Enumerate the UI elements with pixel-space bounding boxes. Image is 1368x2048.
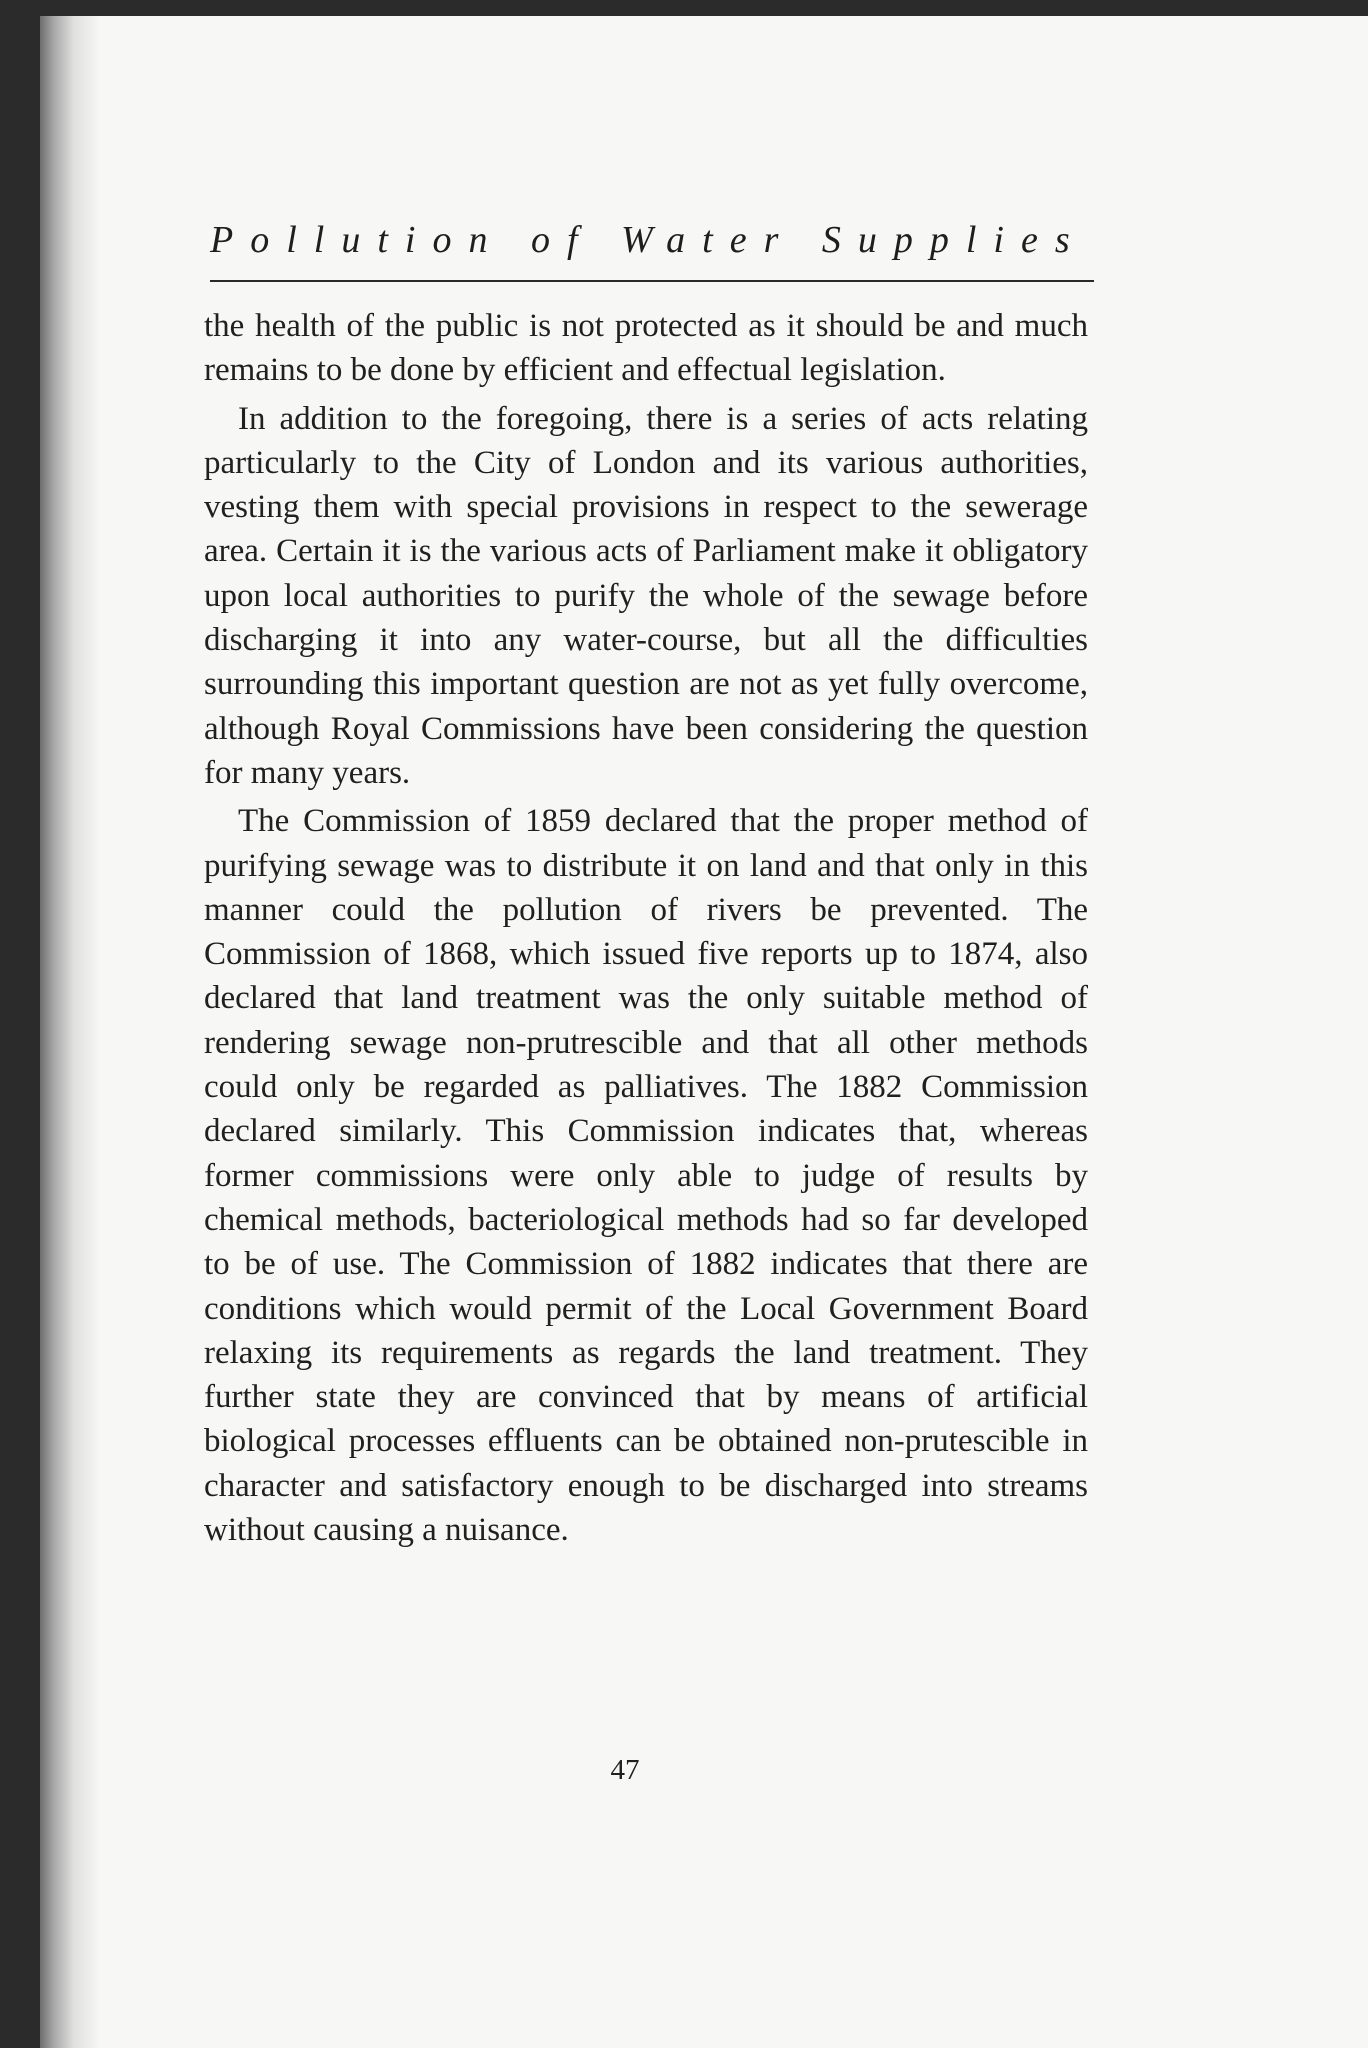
- body-text: [204, 304, 1088, 1552]
- paragraph-continuation: the health of the public is not protected as it should be and much remains to be done by efficient and effectual legislation.: [204, 308, 1088, 389]
- header-rule: [210, 280, 1094, 282]
- page-number: 47: [610, 1754, 640, 1786]
- paragraph: The Commission of 1859 declared that the proper method of purifying sewage was to distribute it on land and that only in this manner could the pollution of rivers be prevented. The Commission of 1868, which issued five reports up to 1874, also declared that land treatment was the only suitable method of rendering sewage non-prutrescible and that all other methods could only be regarded as palliatives. The 1882 Commission declared similarly. This Commission indicates that, whereas former commissions were only able to judge of results by chemical methods, bacteriological methods had so far developed to be of use. The Commission of 1882 indicates that there are conditions which would permit of the Local Government Board relaxing its requirements as regards the land treatment. They further state they are convinced that by means of artificial biological processes effluents can be obtained non-prutescible in character and satisfactory enough to be discharged into streams without causing a nuisance.: [204, 803, 1088, 1549]
- paragraph: In addition to the foregoing, there is a series of acts relating particularly to the City of London and its various authorities, vesting them with special provisions in respect to the sewerage area. Certain it is the various acts of Parliament make it obligatory upon local authorities to purify the whole of the sewage before discharging it into any water-course, but all the difficulties surrounding this important question are not as yet fully overcome, although Royal Commissions have been considering the question for many years.: [204, 400, 1088, 791]
- running-title: Pollution of Water Supplies: [210, 219, 1087, 261]
- page-header: [210, 218, 1094, 278]
- binding-gutter-shadow: [40, 16, 100, 2048]
